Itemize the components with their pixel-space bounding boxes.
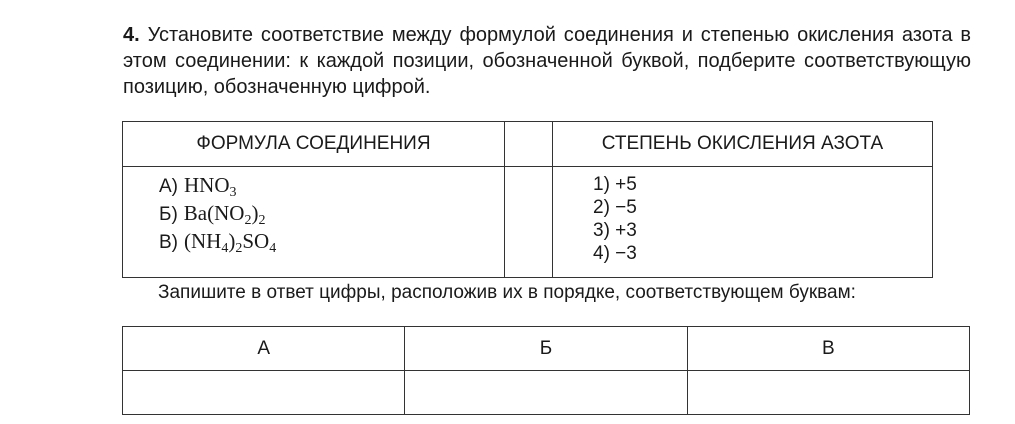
formula-letter: В) — [159, 232, 178, 253]
oxidation-option: 4) −3 — [593, 243, 637, 264]
formula-letter: А) — [159, 176, 178, 197]
chemical-formula — [184, 201, 266, 229]
formula-text: SO — [242, 229, 270, 253]
options-cell — [553, 167, 933, 278]
answer-header-cell: В — [687, 327, 969, 371]
formula-text: ) — [228, 229, 236, 253]
answer-instruction: Запишите в ответ цифры, расположив их в порядке, соответствующем буквам: — [158, 282, 856, 303]
task-text: Установите соответствие между формулой соединения и степенью окисления азота в этом соединении: к каждой позиции, обозначенной буквой, подберите соответствующую позицию, обозначенную цифрой. — [123, 24, 971, 98]
oxidation-option: 3) +3 — [593, 220, 637, 241]
answer-input-cell[interactable] — [687, 371, 969, 415]
oxidation-option: 2) −5 — [593, 197, 637, 218]
formula-item — [159, 229, 504, 257]
formula-subscript: 3 — [229, 185, 237, 200]
formula-list — [123, 167, 504, 257]
answer-input-cell[interactable] — [405, 371, 687, 415]
answer-input-cell[interactable] — [123, 371, 405, 415]
header-formula: ФОРМУЛА СОЕДИНЕНИЯ — [123, 122, 505, 167]
formula-text: ) — [251, 201, 259, 225]
formula-item — [159, 201, 504, 229]
formula-subscript: 2 — [235, 241, 243, 256]
formula-subscript: 4 — [221, 241, 229, 256]
chemical-formula — [184, 229, 276, 257]
matching-table-body — [123, 167, 933, 278]
formula-subscript: 2 — [244, 213, 252, 228]
answer-header-cell: А — [123, 327, 405, 371]
formula-subscript: 2 — [258, 213, 266, 228]
formula-text: (NH — [184, 229, 222, 253]
answer-table-values — [123, 371, 970, 415]
chemical-formula — [184, 173, 237, 201]
answer-table — [122, 326, 970, 415]
matching-table — [122, 121, 933, 278]
formula-subscript: 4 — [269, 241, 277, 256]
formula-letter: Б) — [159, 204, 178, 225]
formula-text: Ba(NO — [183, 201, 245, 225]
spacer-cell — [505, 167, 553, 278]
header-oxidation-state: СТЕПЕНЬ ОКИСЛЕНИЯ АЗОТА — [553, 122, 933, 167]
oxidation-options-list — [553, 167, 932, 265]
matching-table-header — [123, 122, 933, 167]
task-statement — [123, 22, 971, 100]
header-spacer — [505, 122, 553, 167]
oxidation-option: 1) +5 — [593, 174, 637, 195]
formula-text: HNO — [184, 173, 230, 197]
answer-table-header — [123, 327, 970, 371]
answer-header-cell: Б — [405, 327, 687, 371]
formula-cell — [123, 167, 505, 278]
formula-item — [159, 173, 504, 201]
task-number: 4. — [123, 24, 140, 46]
